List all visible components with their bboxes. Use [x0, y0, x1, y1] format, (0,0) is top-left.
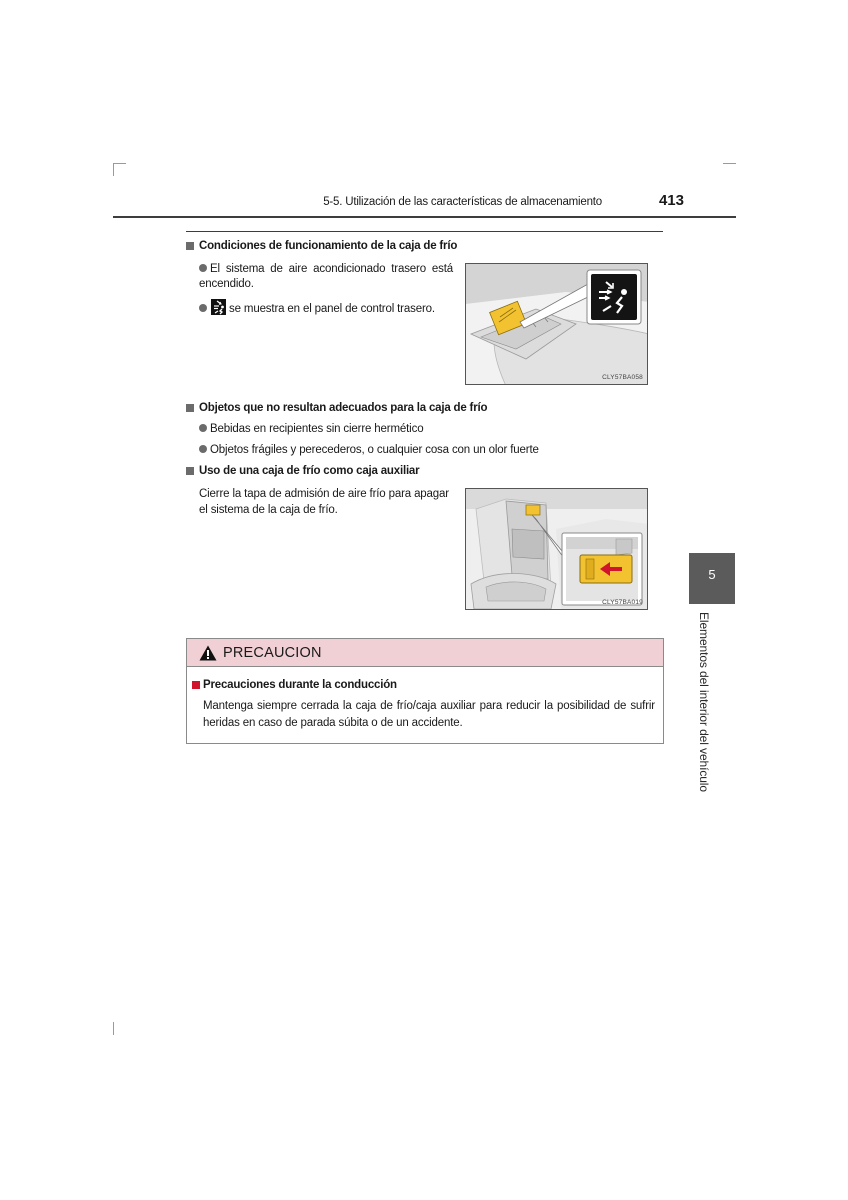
bullet-fragile-objects — [199, 443, 539, 458]
section-heading-auxiliary-box — [186, 465, 419, 477]
chapter-tab-title-text: Elementos del interior del vehículo — [697, 612, 711, 792]
figure-code: CLY57BA058 — [602, 374, 643, 381]
auxiliary-box-paragraph: Cierre la tapa de admisión de aire frío para apagar el sistema de la caja de frío. — [199, 488, 449, 516]
warning-box — [186, 638, 664, 744]
bullet-text: Bebidas en recipientes sin cierre hermético — [210, 423, 424, 435]
figure-cold-air-intake-lid — [465, 488, 648, 610]
warning-subheading-text: Precauciones durante la conducción — [203, 679, 397, 691]
content-rule — [186, 231, 663, 232]
bullet-dot-icon — [199, 445, 207, 453]
rear-air-conditioning-icon — [211, 299, 226, 315]
section-heading-text: Uso de una caja de frío como caja auxiliar — [199, 465, 420, 477]
heading-square-icon — [186, 242, 194, 250]
warning-text: Mantenga siempre cerrada la caja de frío/caja auxiliar para reducir la posibilidad de sufrir heridas en caso de parada súbita o de un accidente. — [203, 700, 655, 729]
crop-mark-top-right-h — [723, 163, 736, 164]
bullet-dot-icon — [199, 304, 207, 312]
figure-code: CLY57BA019 — [602, 599, 643, 606]
section-heading-operating-conditions — [186, 240, 457, 252]
section-heading-text: Objetos que no resultan adecuados para la caja de frío — [199, 402, 488, 414]
figure-rear-control-panel — [465, 263, 648, 385]
section-heading-text: Condiciones de funcionamiento de la caja de frío — [199, 240, 458, 252]
chapter-tab-title — [697, 612, 713, 792]
crop-mark-top-left-v — [113, 163, 114, 176]
cold-air-intake-illustration — [466, 489, 648, 610]
bullet-text: El sistema de aire acondicionado trasero está encendido. — [199, 263, 453, 290]
header-rule — [113, 216, 736, 218]
bullet-unsealed-drinks — [199, 422, 423, 437]
chapter-tab-number: 5 — [689, 553, 735, 604]
crop-mark-top-left-h — [113, 163, 126, 164]
bullet-dot-icon — [199, 264, 207, 272]
bullet-text: se muestra en el panel de control trasero. — [229, 303, 435, 315]
bullet-rear-ac-on — [199, 262, 453, 292]
heading-square-icon — [186, 404, 194, 412]
heading-square-icon — [186, 467, 194, 475]
warning-title: PRECAUCION — [223, 644, 322, 661]
page-number: 413 — [658, 192, 684, 209]
warning-header — [187, 639, 663, 667]
bullet-dot-icon — [199, 424, 207, 432]
running-header-title: 5-5. Utilización de las características de almacenamiento — [323, 196, 602, 208]
bullet-text: Objetos frágiles y perecederos, o cualquier cosa con un olor fuerte — [210, 444, 539, 456]
warning-square-icon — [192, 681, 200, 689]
crop-mark-bottom-left-v — [113, 1022, 114, 1035]
warning-triangle-icon — [199, 645, 217, 661]
rear-control-panel-illustration — [466, 264, 648, 385]
section-heading-unsuitable-objects — [186, 402, 487, 414]
bullet-indicator-shown — [199, 299, 435, 317]
warning-subheading — [192, 679, 397, 691]
